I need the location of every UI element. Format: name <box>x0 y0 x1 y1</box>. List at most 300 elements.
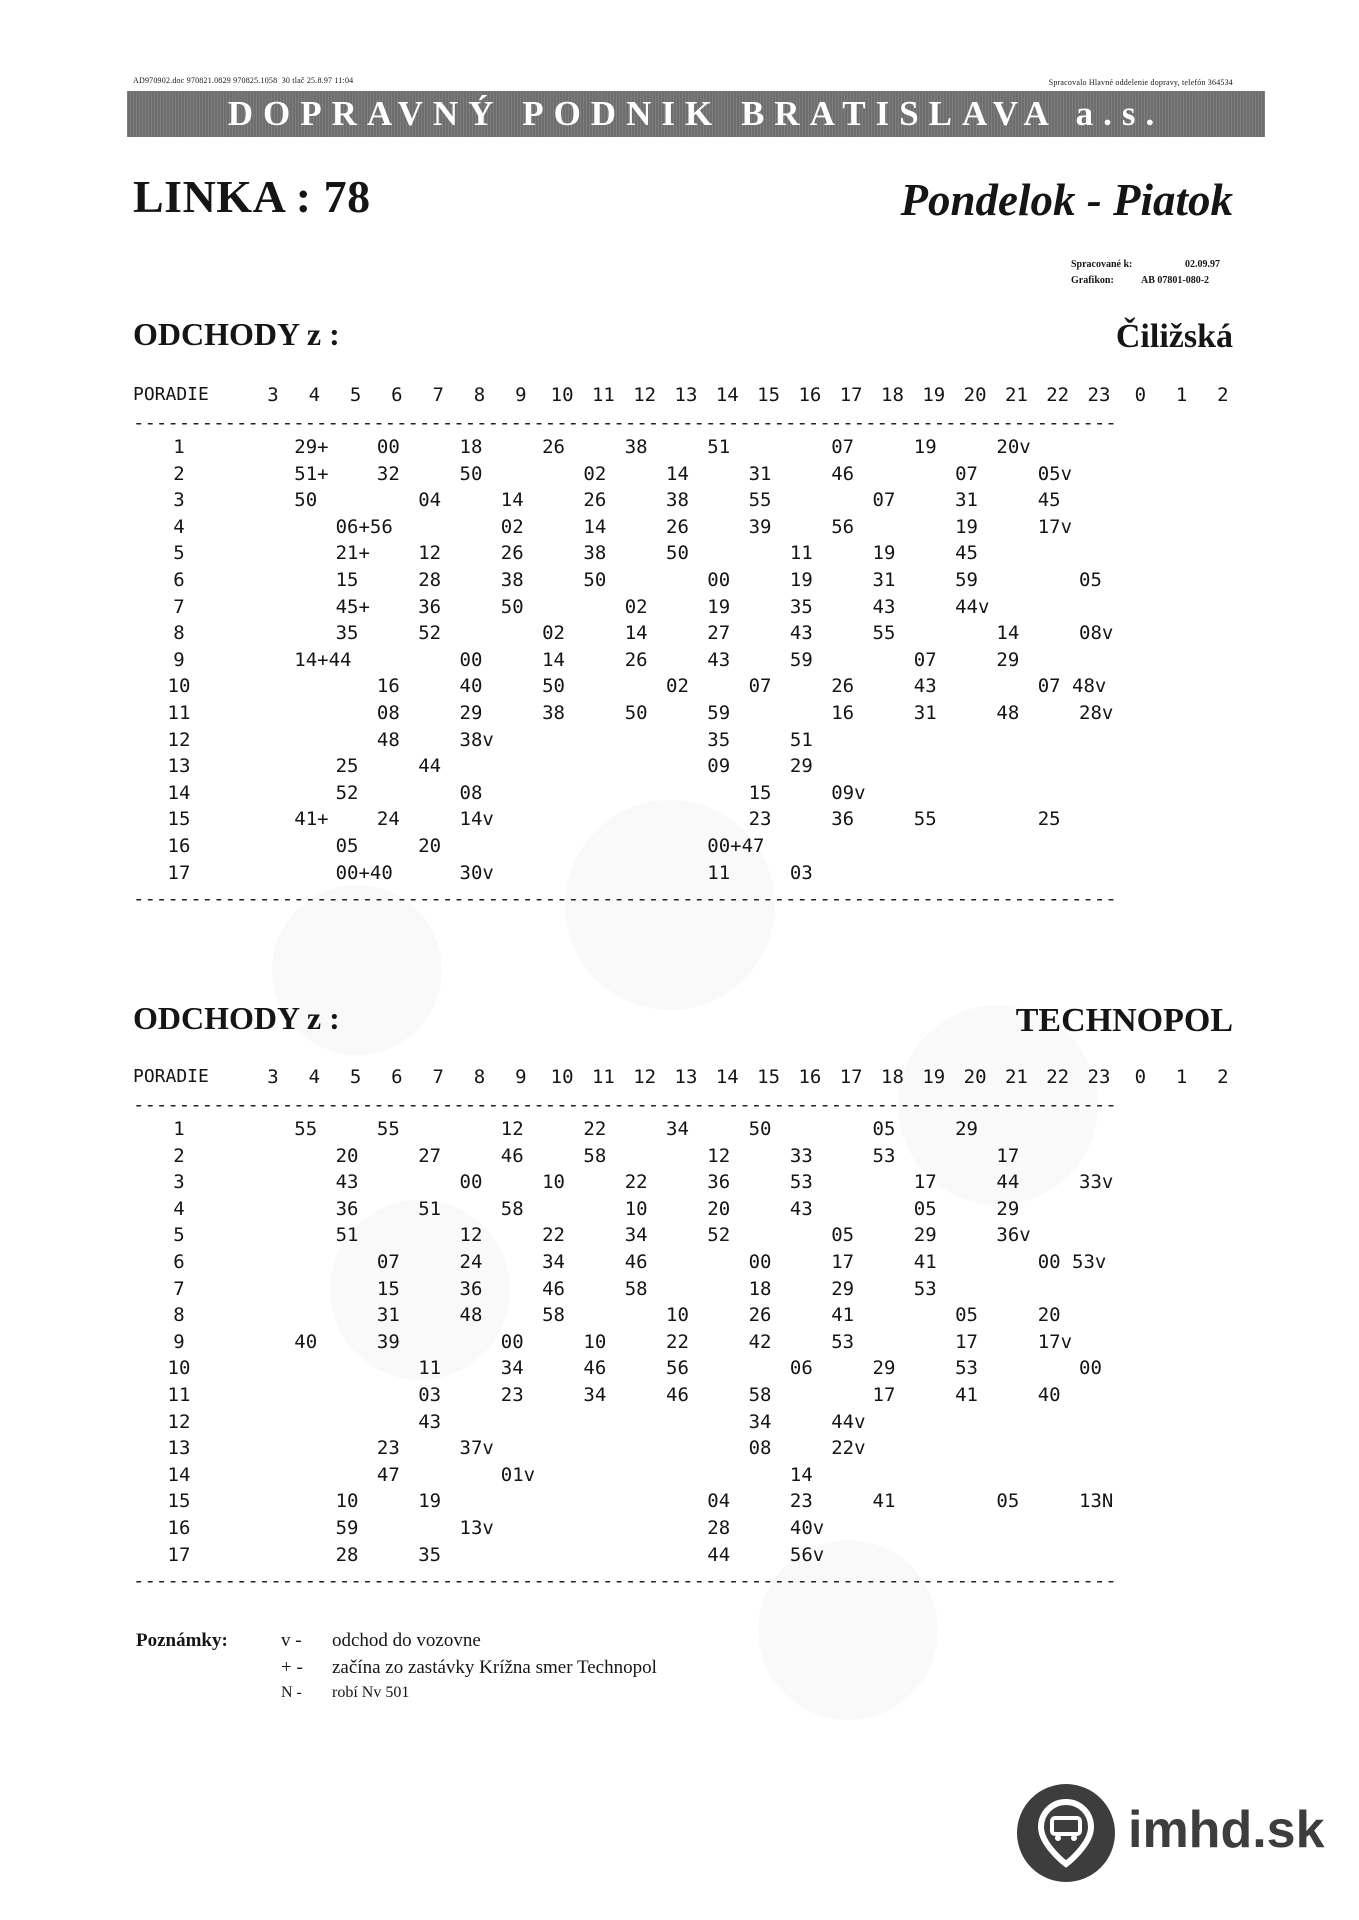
departure-minute: 58 <box>500 1197 524 1220</box>
logo-text: imhd.sk <box>1128 1801 1325 1859</box>
departure-minute: 36 <box>831 808 855 831</box>
row-number: 11 <box>167 701 191 724</box>
row-number: 13 <box>167 755 191 778</box>
hour-label: 23 <box>1087 384 1111 406</box>
departure-minute: 11 <box>707 861 731 884</box>
departure-minute: 34 <box>583 1383 607 1406</box>
table-row <box>133 782 1233 809</box>
hour-label: 13 <box>674 1066 698 1088</box>
row-number: 5 <box>173 1224 185 1247</box>
departure-minute: 20 <box>707 1197 731 1220</box>
departure-minute: 14v <box>459 808 494 831</box>
departure-minute: 18 <box>748 1277 772 1300</box>
departure-minute: 24 <box>376 808 400 831</box>
processed-date-label: Spracované k: <box>1071 259 1133 270</box>
departure-minute: 46 <box>500 1144 524 1167</box>
departure-minute: 00+47 <box>707 834 765 857</box>
departure-minute: 13N <box>1079 1490 1114 1513</box>
table-row <box>133 1544 1233 1571</box>
departure-minute: 33 <box>789 1144 813 1167</box>
departure-minute: 07 48v <box>1037 675 1107 698</box>
departure-minute: 03 <box>418 1383 442 1406</box>
departure-minute: 28 <box>335 1543 359 1566</box>
departure-minute: 45 <box>955 542 978 565</box>
hour-label: 9 <box>515 384 527 406</box>
row-number: 6 <box>173 1250 185 1273</box>
table-row <box>133 1490 1233 1517</box>
departure-minute: 28 <box>418 568 442 591</box>
hour-label: 17 <box>839 384 863 406</box>
departure-minute: 10 <box>666 1304 689 1327</box>
hour-label: 10 <box>550 1066 574 1088</box>
note-text: odchod do vozovne <box>332 1630 481 1651</box>
departure-minute: 48 <box>459 1304 483 1327</box>
table-row <box>133 729 1233 756</box>
hour-label: 0 <box>1134 384 1147 406</box>
line-title: LINKA : 78 <box>133 171 371 222</box>
departure-minute: 52 <box>335 781 359 804</box>
departure-minute: 40 <box>1037 1383 1061 1406</box>
bus-pin-icon-svg <box>1017 1784 1115 1882</box>
departure-minute: 10 <box>624 1197 648 1220</box>
row-number: 6 <box>173 568 185 591</box>
departure-minute: 47 <box>376 1463 400 1486</box>
row-number: 15 <box>167 808 191 831</box>
departure-minute: 10 <box>335 1490 359 1513</box>
departure-minute: 55 <box>872 622 896 645</box>
departure-minute: 35 <box>418 1543 442 1566</box>
hour-label: 22 <box>1046 384 1070 406</box>
hour-header <box>133 1066 1233 1094</box>
departure-minute: 41 <box>955 1383 978 1406</box>
row-number: 16 <box>167 1516 191 1539</box>
departure-minute: 12 <box>459 1224 483 1247</box>
departure-minute: 22v <box>831 1437 866 1460</box>
departure-minute: 20 <box>335 1144 359 1167</box>
departure-minute: 23 <box>789 1490 813 1513</box>
table-row <box>133 542 1233 569</box>
departure-minute: 13v <box>459 1516 494 1539</box>
departure-minute: 14 <box>542 648 565 671</box>
row-number: 11 <box>167 1383 191 1406</box>
departure-minute: 08 <box>459 781 483 804</box>
departure-minute: 43 <box>418 1410 442 1433</box>
table-row <box>133 1517 1233 1544</box>
departure-minute: 38v <box>459 728 494 751</box>
departure-minute: 19 <box>955 515 978 538</box>
departure-minute: 50 <box>748 1118 772 1140</box>
departure-minute: 23 <box>500 1383 524 1406</box>
departure-minute: 00+40 <box>335 861 393 884</box>
hour-label: 4 <box>308 1066 321 1088</box>
departure-minute: 44v <box>831 1410 866 1433</box>
departure-minute: 26 <box>666 515 689 538</box>
departure-minute: 26 <box>748 1304 772 1327</box>
row-number: 3 <box>173 1171 185 1194</box>
poradie-label: PORADIE <box>133 384 209 405</box>
departure-minute: 43 <box>789 1197 813 1220</box>
departure-minute: 07 <box>913 648 937 671</box>
departure-minute: 16 <box>376 675 400 698</box>
departure-minute: 24 <box>459 1250 483 1273</box>
departure-minute: 31 <box>955 489 978 512</box>
departure-minute: 34 <box>666 1118 689 1140</box>
departure-minute: 56 <box>831 515 855 538</box>
departure-minute: 30v <box>459 861 494 884</box>
departure-minute: 19 <box>872 542 896 565</box>
departure-minute: 43 <box>335 1171 359 1194</box>
hour-label: 10 <box>550 384 574 406</box>
departure-minute: 43 <box>707 648 731 671</box>
table-row <box>133 1411 1233 1438</box>
departure-minute: 34 <box>748 1410 772 1433</box>
table-row <box>133 862 1233 889</box>
departure-minute: 14 <box>583 515 607 538</box>
departure-minute: 03 <box>789 861 813 884</box>
departure-minute: 34 <box>542 1250 565 1273</box>
departure-minute: 37v <box>459 1437 494 1460</box>
departure-minute: 53 <box>831 1330 855 1353</box>
departure-minute: 34 <box>500 1357 524 1380</box>
departure-minute: 22 <box>542 1224 565 1247</box>
departure-minute: 00 <box>459 648 483 671</box>
day-range: Pondelok - Piatok <box>900 175 1233 225</box>
table-row <box>133 1251 1233 1278</box>
hour-label: 11 <box>591 1066 615 1088</box>
separator-line: -------------------------------------------------------------------------------------- <box>133 1570 1117 1593</box>
departure-minute: 55 <box>913 808 937 831</box>
departure-minute: 53 <box>789 1171 813 1194</box>
departure-minute: 27 <box>418 1144 442 1167</box>
hour-label: 6 <box>391 384 403 406</box>
departure-minute: 00 <box>748 1250 772 1273</box>
row-number: 9 <box>173 648 185 671</box>
table-row <box>133 1118 1233 1145</box>
departure-minute: 38 <box>624 436 648 458</box>
table-row <box>133 1304 1233 1331</box>
table-row <box>133 675 1233 702</box>
note-text: začína zo zastávky Krížna smer Technopol <box>332 1657 657 1678</box>
departure-minute: 31 <box>872 568 896 591</box>
departure-minute: 55 <box>376 1118 400 1140</box>
departure-minute: 09 <box>707 755 731 778</box>
hour-label: 15 <box>757 384 781 406</box>
departure-minute: 17 <box>872 1383 896 1406</box>
departure-minute: 50 <box>459 462 483 485</box>
separator-line: -------------------------------------------------------------------------------------- <box>133 888 1117 911</box>
hour-label: 20 <box>963 384 987 406</box>
hour-label: 19 <box>922 384 946 406</box>
departure-minute: 05 <box>831 1224 855 1247</box>
departure-minute: 27 <box>707 622 731 645</box>
departure-minute: 17 <box>996 1144 1020 1167</box>
table-row <box>133 1224 1233 1251</box>
hour-label: 23 <box>1087 1066 1111 1088</box>
departure-minute: 41+ <box>294 808 329 831</box>
hour-label: 12 <box>633 1066 657 1088</box>
hour-label: 14 <box>715 1066 739 1088</box>
departure-minute: 40 <box>294 1330 318 1353</box>
departure-minute: 00 <box>459 1171 483 1194</box>
hour-label: 13 <box>674 384 698 406</box>
departure-minute: 41 <box>872 1490 896 1513</box>
table-row <box>133 436 1233 463</box>
hour-label: 16 <box>798 384 822 406</box>
hour-label: 21 <box>1004 384 1028 406</box>
departure-minute: 55 <box>294 1118 318 1140</box>
departure-minute: 46 <box>831 462 855 485</box>
departure-minute: 05 <box>1079 568 1102 591</box>
departure-minute: 19 <box>913 436 937 458</box>
departure-minute: 59 <box>707 701 731 724</box>
departure-minute: 36 <box>459 1277 483 1300</box>
row-number: 4 <box>173 515 185 538</box>
hour-label: 9 <box>515 1066 527 1088</box>
departure-minute: 58 <box>583 1144 607 1167</box>
departure-minute: 20v <box>996 436 1031 458</box>
departure-minute: 29 <box>996 648 1020 671</box>
hour-label: 5 <box>349 1066 362 1088</box>
processed-by: Spracovalo Hlavné oddelenie dopravy, telefón 364534 <box>1048 78 1233 87</box>
row-number: 16 <box>167 834 191 857</box>
departure-minute: 28 <box>707 1516 731 1539</box>
row-number: 17 <box>167 1543 191 1566</box>
departure-minute: 43 <box>789 622 813 645</box>
departure-minute: 40 <box>459 675 483 698</box>
departure-minute: 01v <box>500 1463 536 1486</box>
departure-minute: 26 <box>500 542 524 565</box>
departure-minute: 51+ <box>294 462 329 485</box>
departure-minute: 14 <box>624 622 648 645</box>
departure-minute: 36 <box>335 1197 359 1220</box>
table-row <box>133 1331 1233 1358</box>
departure-minute: 08 <box>376 701 400 724</box>
departure-minute: 31 <box>748 462 772 485</box>
departure-minute: 19 <box>789 568 813 591</box>
departure-minute: 00 53v <box>1037 1250 1107 1273</box>
note-text: robí Nv 501 <box>332 1684 410 1701</box>
hour-label: 22 <box>1046 1066 1070 1088</box>
departure-minute: 36 <box>418 595 442 618</box>
departure-minute: 29 <box>831 1277 855 1300</box>
row-number: 7 <box>173 595 185 618</box>
hour-label: 4 <box>308 384 321 406</box>
departure-minute: 44 <box>996 1171 1020 1194</box>
departure-minute: 06 <box>789 1357 813 1380</box>
departure-minute: 48 <box>996 701 1020 724</box>
departure-minute: 23 <box>748 808 772 831</box>
hour-label: 12 <box>633 384 657 406</box>
poradie-label: PORADIE <box>133 1066 209 1087</box>
hour-label: 0 <box>1134 1066 1147 1088</box>
table-row <box>133 1384 1233 1411</box>
departure-minute: 43 <box>913 675 937 698</box>
departure-minute: 07 <box>376 1250 400 1273</box>
table-row <box>133 1145 1233 1172</box>
departure-minute: 50 <box>542 675 565 698</box>
note-key: v - <box>281 1630 302 1651</box>
row-number: 12 <box>167 728 191 751</box>
departure-minute: 10 <box>583 1330 607 1353</box>
departure-minute: 36v <box>996 1224 1031 1247</box>
table-row <box>133 835 1233 862</box>
table-row <box>133 702 1233 729</box>
row-number: 12 <box>167 1410 191 1433</box>
departure-minute: 20 <box>418 834 442 857</box>
departure-minute: 12 <box>418 542 442 565</box>
departure-minute: 38 <box>583 542 607 565</box>
processed-date: 02.09.97 <box>1185 259 1220 270</box>
departure-minute: 07 <box>872 489 896 512</box>
table-row <box>133 1278 1233 1305</box>
departure-minute: 22 <box>666 1330 689 1353</box>
departure-minute: 29+ <box>294 436 329 458</box>
departure-minute: 15 <box>748 781 772 804</box>
timetable-grid <box>133 384 1233 912</box>
departure-minute: 45 <box>1037 489 1061 512</box>
table-row <box>133 808 1233 835</box>
departure-minute: 46 <box>624 1250 648 1273</box>
departure-minute: 19 <box>418 1490 442 1513</box>
departure-minute: 31 <box>376 1304 400 1327</box>
departure-minute: 00 <box>376 436 400 458</box>
departure-minute: 25 <box>1037 808 1061 831</box>
departure-minute: 38 <box>542 701 565 724</box>
departure-minute: 02 <box>500 515 524 538</box>
departure-minute: 14 <box>789 1463 813 1486</box>
departure-minute: 26 <box>831 675 855 698</box>
departure-minute: 06+56 <box>335 515 393 538</box>
departure-minute: 50 <box>294 489 318 512</box>
table-row <box>133 1464 1233 1491</box>
departure-minute: 00 <box>1079 1357 1102 1380</box>
table-row <box>133 516 1233 543</box>
grafikon-label: Grafikon: <box>1071 275 1114 286</box>
departure-minute: 19 <box>707 595 731 618</box>
hour-label: 15 <box>757 1066 781 1088</box>
departure-minute: 46 <box>666 1383 689 1406</box>
row-number: 9 <box>173 1330 185 1353</box>
departure-minute: 50 <box>666 542 689 565</box>
departure-minute: 05 <box>872 1118 896 1140</box>
hour-label: 6 <box>391 1066 403 1088</box>
departure-minute: 33v <box>1079 1171 1114 1194</box>
departure-minute: 29 <box>955 1118 978 1140</box>
row-number: 2 <box>173 462 185 485</box>
hour-label: 3 <box>267 384 279 406</box>
departure-minute: 04 <box>707 1490 731 1513</box>
departure-minute: 50 <box>583 568 607 591</box>
departure-minute: 35 <box>707 728 731 751</box>
departure-minute: 29 <box>996 1197 1020 1220</box>
departure-minute: 39 <box>376 1330 400 1353</box>
departure-minute: 26 <box>542 436 565 458</box>
table-row <box>133 755 1233 782</box>
departure-minute: 50 <box>624 701 648 724</box>
row-number: 7 <box>173 1277 185 1300</box>
hour-label: 16 <box>798 1066 822 1088</box>
departure-minute: 17v <box>1037 515 1073 538</box>
departure-minute: 29 <box>872 1357 896 1380</box>
section-title: ODCHODY z : <box>133 316 340 352</box>
departure-minute: 05 <box>335 834 359 857</box>
hour-label: 1 <box>1175 1066 1188 1088</box>
departure-minute: 51 <box>707 436 731 458</box>
hour-label: 5 <box>349 384 362 406</box>
departure-minute: 18 <box>459 436 483 458</box>
row-number: 2 <box>173 1144 185 1167</box>
departure-minute: 20 <box>1037 1304 1061 1327</box>
departure-minute: 02 <box>583 462 607 485</box>
hour-label: 18 <box>881 1066 904 1088</box>
departure-minute: 17 <box>913 1171 937 1194</box>
departure-minute: 45+ <box>335 595 370 618</box>
table-row <box>133 596 1233 623</box>
departure-minute: 14 <box>666 462 689 485</box>
note-key: + - <box>281 1657 303 1678</box>
row-number: 10 <box>167 675 191 698</box>
departure-minute: 00 <box>707 568 731 591</box>
row-number: 14 <box>167 781 191 804</box>
departure-minute: 15 <box>376 1277 400 1300</box>
hour-label: 8 <box>473 1066 486 1088</box>
row-number: 3 <box>173 489 185 512</box>
departure-minute: 08v <box>1079 622 1114 645</box>
departure-minute: 56v <box>789 1543 825 1566</box>
table-row <box>133 1357 1233 1384</box>
departure-minute: 58 <box>748 1383 772 1406</box>
table-row <box>133 569 1233 596</box>
departure-minute: 28v <box>1079 701 1114 724</box>
departure-minute: 51 <box>789 728 813 751</box>
hour-header <box>133 384 1233 412</box>
departure-minute: 17v <box>1037 1330 1073 1353</box>
departure-minute: 42 <box>748 1330 772 1353</box>
departure-minute: 14 <box>996 622 1020 645</box>
departure-minute: 56 <box>666 1357 689 1380</box>
hour-label: 18 <box>881 384 904 406</box>
departure-minute: 35 <box>335 622 359 645</box>
hour-label: 7 <box>432 384 444 406</box>
table-row <box>133 463 1233 490</box>
hour-label: 20 <box>963 1066 987 1088</box>
row-number: 10 <box>167 1357 191 1380</box>
row-number: 14 <box>167 1463 191 1486</box>
departure-minute: 58 <box>542 1304 565 1327</box>
departure-minute: 11 <box>418 1357 442 1380</box>
row-number: 13 <box>167 1437 191 1460</box>
hour-label: 3 <box>267 1066 279 1088</box>
departure-minute: 51 <box>335 1224 359 1247</box>
row-number: 8 <box>173 1304 185 1327</box>
row-number: 4 <box>173 1197 185 1220</box>
bus-pin-icon <box>1017 1784 1115 1882</box>
departure-minute: 43 <box>872 595 896 618</box>
departure-minute: 05 <box>996 1490 1020 1513</box>
departure-minute: 50 <box>500 595 524 618</box>
row-number: 5 <box>173 542 185 565</box>
stop-name: TECHNOPOL <box>1015 1002 1233 1039</box>
departure-minute: 02 <box>542 622 565 645</box>
table-row <box>133 649 1233 676</box>
section-title: ODCHODY z : <box>133 1000 340 1036</box>
table-row <box>133 622 1233 649</box>
notes-label: Poznámky: <box>136 1630 228 1651</box>
departure-minute: 22 <box>583 1118 607 1140</box>
departure-minute: 59 <box>955 568 978 591</box>
grafikon-value: AB 07801-080-2 <box>1141 275 1210 286</box>
departure-minute: 09v <box>831 781 866 804</box>
